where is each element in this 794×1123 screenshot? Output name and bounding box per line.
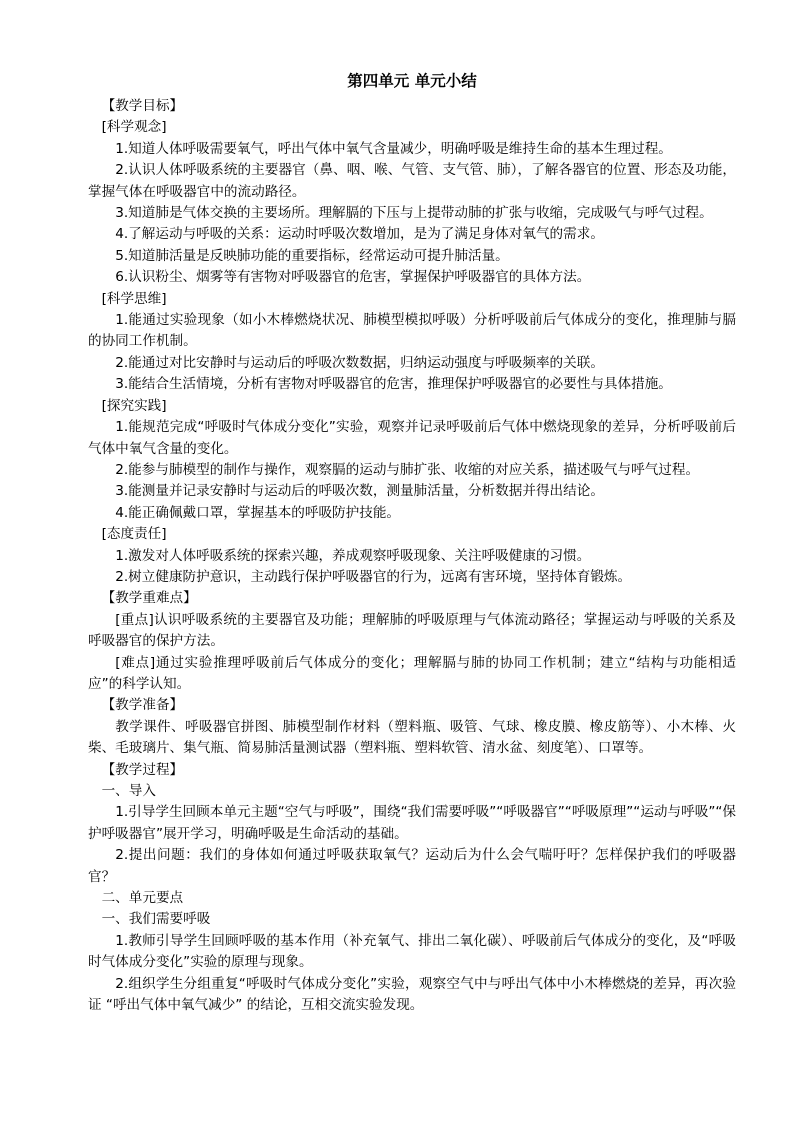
paragraph: 5.知道肺活量是反映肺功能的重要指标，经常运动可提升肺活量。 [115, 247, 509, 264]
paragraph: 1.知道人体呼吸需要氧气，呼出气体中氧气含量减少，明确呼吸是维持生命的基本生理过程。 [115, 140, 672, 157]
paragraph: 2.能参与肺模型的制作与操作，观察膈的运动与肺扩张、收缩的对应关系，描述吸气与呼气过程。 [115, 461, 700, 478]
paragraph: [难点]通过实验推理呼吸前后气体成分的变化；理解膈与肺的协同工作机制；建立“结构与功能相适应”的科学认知。 [88, 654, 736, 692]
document-body [88, 96, 736, 1016]
paragraph: 2.组织学生分组重复“呼吸时气体成分变化”实验，观察空气中与呼出气体中小木棒燃烧的差异，再次验证 “呼出气体中氧气减少” 的结论，互相交流实验发现。 [88, 975, 736, 1014]
subsection-heading: [科学观念] [101, 119, 167, 136]
paragraph: 1.引导学生回顾本单元主题“空气与呼吸”，围绕“我们需要呼吸”“呼吸器官”“呼吸原理”“运动与呼吸”“保护呼吸器官”展开学习，明确呼吸是生命活动的基础。 [88, 804, 736, 842]
paragraph: 2.树立健康防护意识，主动践行保护呼吸器官的行为，远离有害环境，坚持体育锻炼。 [115, 568, 632, 585]
section-heading: 【教学过程】 [101, 761, 184, 778]
section-heading: 【教学准备】 [101, 697, 184, 714]
subsection-heading: 一、导入 [101, 783, 156, 799]
subsection-heading: [态度责任] [101, 526, 167, 543]
section-heading: 【教学重难点】 [101, 590, 197, 607]
section-heading: 【教学目标】 [101, 98, 184, 114]
paragraph: [重点]认识呼吸系统的主要器官及功能；理解肺的呼吸原理与气体流动路径；掌握运动与呼吸的关系及呼吸器官的保护方法。 [88, 611, 736, 650]
subsection-heading: [探究实践] [101, 397, 167, 414]
paragraph: 1.激发对人体呼吸系统的探索兴趣，养成观察呼吸现象、关注呼吸健康的习惯。 [115, 547, 591, 564]
paragraph: 教学课件、呼吸器官拼图、肺模型制作材料（塑料瓶、吸管、气球、橡皮膜、橡皮筋等）、小木棒、火柴、毛玻璃片、集气瓶、简易肺活量测试器（塑料瓶、塑料软管、清水盆、刻度笔）、口罩等。 [88, 718, 736, 757]
subsection-heading: [科学思维] [101, 290, 167, 307]
paragraph: 2.认识人体呼吸系统的主要器官（鼻、咽、喉、气管、支气管、肺），了解各器官的位置、形态及功能，掌握气体在呼吸器官中的流动路径。 [88, 162, 736, 200]
paragraph: 4.能正确佩戴口罩，掌握基本的呼吸防护技能。 [115, 504, 401, 521]
document-page [88, 70, 736, 1016]
paragraph: 6.认识粉尘、烟雾等有害物对呼吸器官的危害，掌握保护呼吸器官的具体方法。 [115, 269, 591, 286]
paragraph: 2.提出问题：我们的身体如何通过呼吸获取氧气？运动后为什么会气喘吁吁？怎样保护我们的呼吸器官？ [88, 847, 736, 885]
paragraph: 3.能结合生活情境，分析有害物对呼吸器官的危害，推理保护呼吸器官的必要性与具体措施。 [115, 376, 672, 393]
subsection-heading: 二、单元要点 [101, 890, 184, 907]
paragraph: 2.能通过对比安静时与运动后的呼吸次数数据，归纳运动强度与呼吸频率的关联。 [115, 354, 604, 371]
paragraph: 4.了解运动与呼吸的关系：运动时呼吸次数增加，是为了满足身体对氧气的需求。 [115, 226, 604, 243]
subsection-heading: 一、我们需要呼吸 [101, 911, 211, 928]
paragraph: 1.能通过实验现象（如小木棒燃烧状况、肺模型模拟呼吸）分析呼吸前后气体成分的变化，推理肺与膈的协同工作机制。 [88, 312, 736, 350]
paragraph: 3.知道肺是气体交换的主要场所。理解膈的下压与上提带动肺的扩张与收缩，完成吸气与呼气过程。 [115, 205, 713, 222]
document-title: 第四单元 单元小结 [347, 72, 477, 90]
paragraph: 1.教师引导学生回顾呼吸的基本作用（补充氧气、排出二氧化碳）、呼吸前后气体成分的变化，及“呼吸时气体成分变化”实验的原理与现象。 [88, 932, 736, 971]
paragraph: 3.能测量并记录安静时与运动后的呼吸次数，测量肺活量，分析数据并得出结论。 [115, 483, 604, 500]
paragraph: 1.能规范完成“呼吸时气体成分变化”实验，观察并记录呼吸前后气体中燃烧现象的差异，分析呼吸前后气体中氧气含量的变化。 [88, 419, 736, 457]
